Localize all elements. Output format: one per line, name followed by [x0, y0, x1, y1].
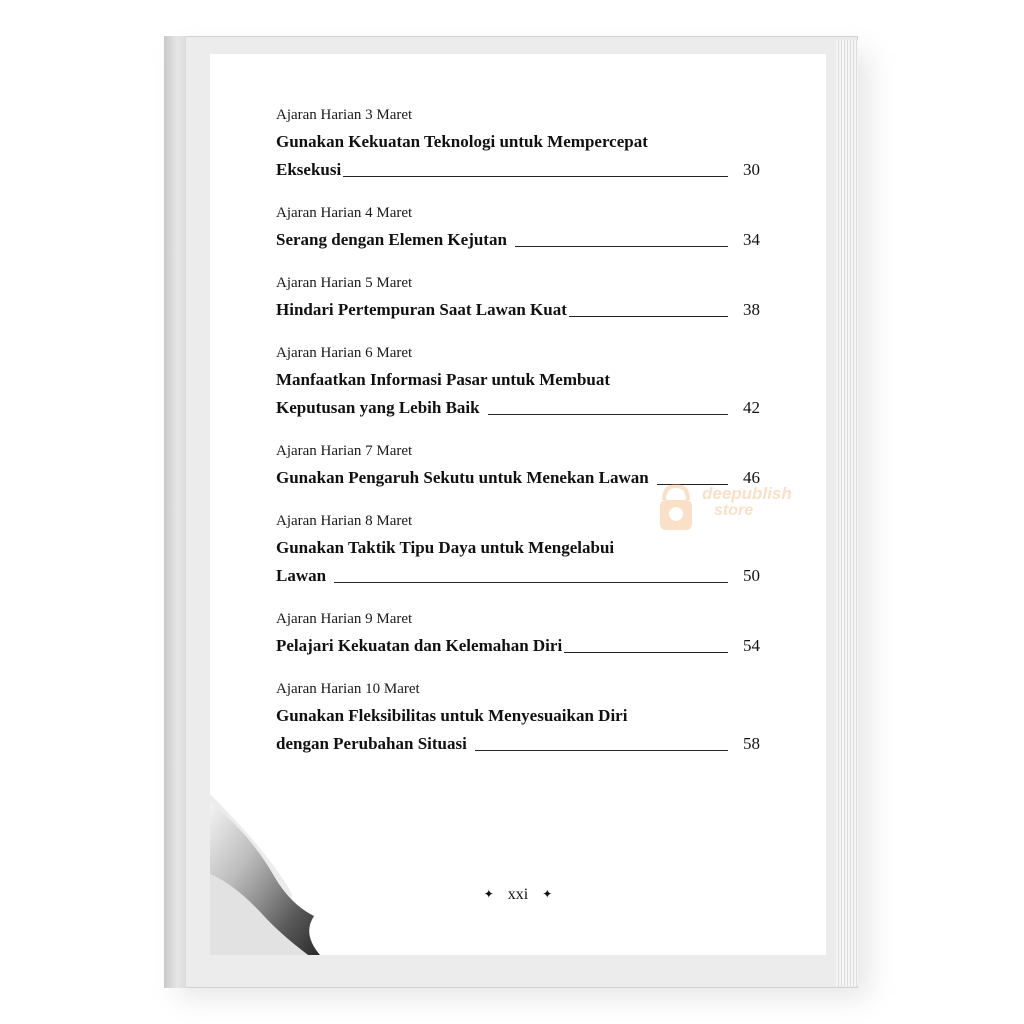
toc-page-number: 34 [743, 230, 760, 249]
toc-entry-label: Ajaran Harian 8 Maret [276, 513, 413, 529]
toc-entry-title-line [276, 730, 760, 758]
book-spine [164, 36, 186, 988]
toc-entry-title: Lawan [276, 566, 327, 585]
dot-leader [564, 652, 728, 653]
toc-entry-title-line [276, 296, 760, 324]
shopping-bag-logo-icon [654, 480, 698, 536]
toc-entry-title: Keputusan yang Lebih Baik [276, 398, 480, 417]
toc-entry-title-line [276, 128, 760, 156]
toc-entry-label: Ajaran Harian 6 Maret [276, 345, 413, 361]
toc-entry-label: Ajaran Harian 7 Maret [276, 443, 413, 459]
watermark [654, 480, 814, 540]
toc-entry-label: Ajaran Harian 3 Maret [276, 107, 413, 123]
toc-entry-label: Ajaran Harian 4 Maret [276, 205, 413, 221]
toc-entry-title: Pelajari Kekuatan dan Kelemahan Diri [276, 636, 563, 655]
toc-entry-title: Manfaatkan Informasi Pasar untuk Membuat [276, 370, 611, 389]
toc-entry-label: Ajaran Harian 5 Maret [276, 275, 413, 291]
toc-page-number: 46 [743, 468, 760, 487]
toc-page-number: 50 [743, 566, 760, 585]
watermark-text: deepublish [702, 484, 792, 503]
toc-entry-title: Hindari Pertempuran Saat Lawan Kuat [276, 300, 567, 319]
toc-page-number: 30 [743, 160, 760, 179]
toc-entry [276, 104, 760, 184]
toc-page-number: 54 [743, 636, 760, 655]
toc-entry-label: Ajaran Harian 9 Maret [276, 611, 413, 627]
toc-page-number: 42 [743, 398, 760, 417]
page-footer [210, 886, 826, 904]
toc-entry-title-line [276, 226, 760, 254]
toc-entry-title: Gunakan Pengaruh Sekutu untuk Menekan Lawan [276, 468, 649, 487]
toc-page-number: 38 [743, 300, 760, 319]
watermark-text: store [714, 502, 754, 519]
toc-entry [276, 342, 760, 422]
page-number-roman: xxi [507, 886, 529, 903]
toc-entry-title-line [276, 366, 760, 394]
dot-leader [334, 582, 728, 583]
toc-entry-title-line [276, 702, 760, 730]
toc-entry-title: Eksekusi [276, 160, 342, 179]
dot-leader [569, 316, 728, 317]
toc-entry-title: Gunakan Fleksibilitas untuk Menyesuaikan Diri [276, 706, 628, 725]
dot-leader [343, 176, 728, 177]
toc-entry-title-line [276, 562, 760, 590]
toc-entry [276, 272, 760, 324]
toc-entry [276, 202, 760, 254]
toc-entry-title: dengan Perubahan Situasi [276, 734, 467, 753]
four-point-star-icon: ✦ [542, 887, 553, 901]
four-point-star-icon: ✦ [483, 887, 494, 901]
toc-entry [276, 608, 760, 660]
dot-leader [515, 246, 728, 247]
table-of-contents [276, 104, 760, 776]
toc-entry-title: Gunakan Kekuatan Teknologi untuk Mempercepat [276, 132, 648, 151]
toc-page-number: 58 [743, 734, 760, 753]
dot-leader [488, 414, 728, 415]
toc-entry-title-line [276, 632, 760, 660]
toc-entry-title: Gunakan Taktik Tipu Daya untuk Mengelabui [276, 538, 615, 557]
toc-entry-title-line [276, 156, 760, 184]
toc-entry-title-line [276, 394, 760, 422]
dot-leader [475, 750, 728, 751]
book-page [210, 54, 826, 955]
page-edges [836, 40, 858, 986]
toc-entry-label: Ajaran Harian 10 Maret [276, 681, 420, 697]
toc-entry [276, 678, 760, 758]
toc-entry-title: Serang dengan Elemen Kejutan [276, 230, 507, 249]
